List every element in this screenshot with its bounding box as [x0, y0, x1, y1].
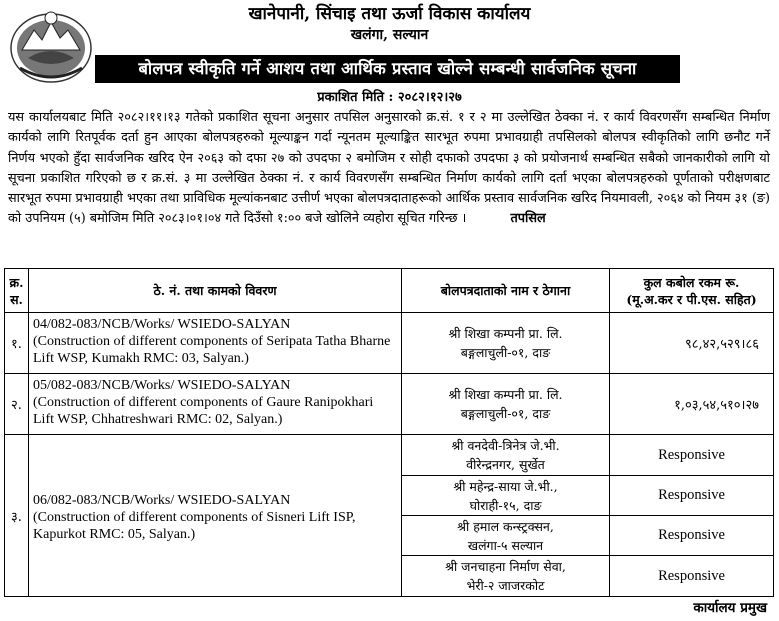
- row-bidder: [402, 556, 610, 597]
- bidder-name: श्री शिखा कम्पनी प्रा. लि.: [448, 387, 563, 402]
- table-row: [5, 435, 774, 476]
- work-description: (Construction of different components of Sisneri Lift ISP, Kapurkot RMC: 05, Salyan.): [33, 509, 356, 542]
- bidder-name: श्री शिखा कम्पनी प्रा. लि.: [448, 326, 563, 341]
- row-description: [29, 313, 402, 374]
- work-description: (Construction of different components of Gaure Ranipokhari Lift WSP, Chhatreshwari RMC: 02, Salyan.): [33, 395, 374, 427]
- signature: कार्यालय प्रमुख: [693, 600, 767, 616]
- bidder-name: श्री हमाल कन्स्ट्रक्सन,: [457, 518, 554, 534]
- header-sn: क्र. स.: [5, 269, 29, 313]
- row-sn: २.: [5, 374, 29, 435]
- row-bidder: [402, 374, 610, 435]
- office-name: खानेपानी, सिंचाइ तथा ऊर्जा विकास कार्यालय: [248, 4, 531, 24]
- row-sn: १.: [5, 313, 29, 374]
- bid-table: [4, 268, 774, 597]
- row-description: [29, 374, 402, 435]
- row-bidder: [402, 476, 610, 516]
- row-sn: ३.: [5, 435, 29, 597]
- bidder-address: बङ्गलाचुली-०१, दाङ: [460, 345, 551, 360]
- table-row: [5, 313, 774, 374]
- notice-paragraph: यस कार्यालयबाट मिति २०८२।११।१३ गतेको प्रकाशित सूचना अनुसार तपसिल अनुसारको क्र.सं. १ र २ मा उल्लेखित ठेक्का नं. र कार्य विवरणसँग सम्बन्धित निर्माण कार्यको लागि रितपूर्वक दर्ता हुन आएका बोलपत्रहरुको मूल्याङ्कन गर्दा न्यूनतम मूल्याङ्कित सारभूत रुपमा प्रभावग्राही तपसिलको बोलपत्र स्वीकृतिको लागि छनौट गर्ने निर्णय भएको हुँदा सार्वजनिक खरिद ऐन २०६३ को दफा २७ को उपदफा २ बमोजिम र सोही दफाको उपदफा ३ को प्रयोजनार्थ सम्बन्धित सबैको जानकारीको लागि यो सूचना प्रकाशित गरिएको छ र क्र.सं. ३ मा उल्लेखित ठेक्का नं. र कार्य विवरणसँग सम्बन्धित निर्माण कार्यको लागि दर्ता भएका बोलपत्रहरुको पूर्णताको परीक्षणबाट सारभूत रुपमा प्रभावग्राही भएका तथा प्राविधिक मूल्यांकनबाट उत्तीर्ण भएका बोलपत्रदाताहरूको आर्थिक प्रस्ताव सार्वजनिक खरिद नियमावली, २०६४ को नियम ३१ (ङ) को उपनियम (५) बमोजिम मिति २०८३।०१।०४ गते दिउँसो १:०० बजे खोलिने व्यहोरा सूचित गरिन्छ ।: [8, 110, 770, 227]
- bid-status: Responsive: [610, 435, 774, 476]
- row-amount: ९८,४२,५२९।८६: [610, 313, 774, 374]
- bidder-address: वीरेन्द्रनगर, सुर्खेत: [466, 457, 545, 472]
- header-amount-line2: (मू.अ.कर र पी.एस. सहित): [626, 291, 757, 307]
- bid-status: Responsive: [610, 556, 774, 597]
- notice-title: बोलपत्र स्वीकृति गर्ने आशय तथा आर्थिक प्रस्ताव खोल्ने सम्बन्धी सार्वजनिक सूचना: [95, 55, 680, 83]
- bidder-name: श्री वनदेवी-त्रिनेत्र जे.भी.: [451, 438, 560, 453]
- header-bidder: बोलपत्रदाताको नाम र ठेगाना: [402, 269, 610, 313]
- header-amount: [610, 269, 774, 313]
- contract-number: 04/082-083/NCB/Works/ WSIEDO-SALYAN: [33, 317, 291, 332]
- contract-number: 05/082-083/NCB/Works/ WSIEDO-SALYAN: [33, 378, 291, 393]
- published-date-line: [0, 90, 779, 106]
- bidder-address: खलंगा-५ सल्यान: [467, 537, 544, 553]
- row-bidder: [402, 313, 610, 374]
- table-row: [5, 374, 774, 435]
- row-bidder: [402, 435, 610, 476]
- contract-number: 06/082-083/NCB/Works/ WSIEDO-SALYAN: [33, 492, 291, 508]
- bidder-address: बङ्गलाचुली-०१, दाङ: [460, 406, 551, 421]
- bidder-name: श्री महेन्द्र-साया जे.भी.,: [453, 478, 558, 494]
- published-date: २०८२।१२।२७: [397, 90, 462, 105]
- details-label: तपसिल: [510, 211, 546, 227]
- header-description: ठे. नं. तथा कामको विवरण: [29, 269, 402, 313]
- bidder-name: श्री जनचाहना निर्माण सेवा,: [445, 559, 566, 574]
- header-amount-line1: कुल कबोल रकम रू.: [643, 274, 740, 290]
- bidder-address: भेरी-२ जाजरकोट: [466, 578, 545, 593]
- bidder-address: घोराही-१५, दाङ: [469, 497, 542, 513]
- office-location: खलंगा, सल्यान: [350, 27, 429, 43]
- row-amount: १,०३,५४,५१०।२७: [610, 374, 774, 435]
- table-header-row: [5, 269, 774, 313]
- published-label: प्रकाशित मिति :: [317, 90, 394, 105]
- notice-body: [8, 108, 770, 230]
- work-description: (Construction of different components of Seripata Tatha Bharne Lift WSP, Kumakh RMC: 03, Salyan.): [33, 334, 391, 366]
- row-description: [29, 435, 402, 597]
- bid-status: Responsive: [610, 516, 774, 556]
- row-bidder: [402, 516, 610, 556]
- bid-status: Responsive: [610, 476, 774, 516]
